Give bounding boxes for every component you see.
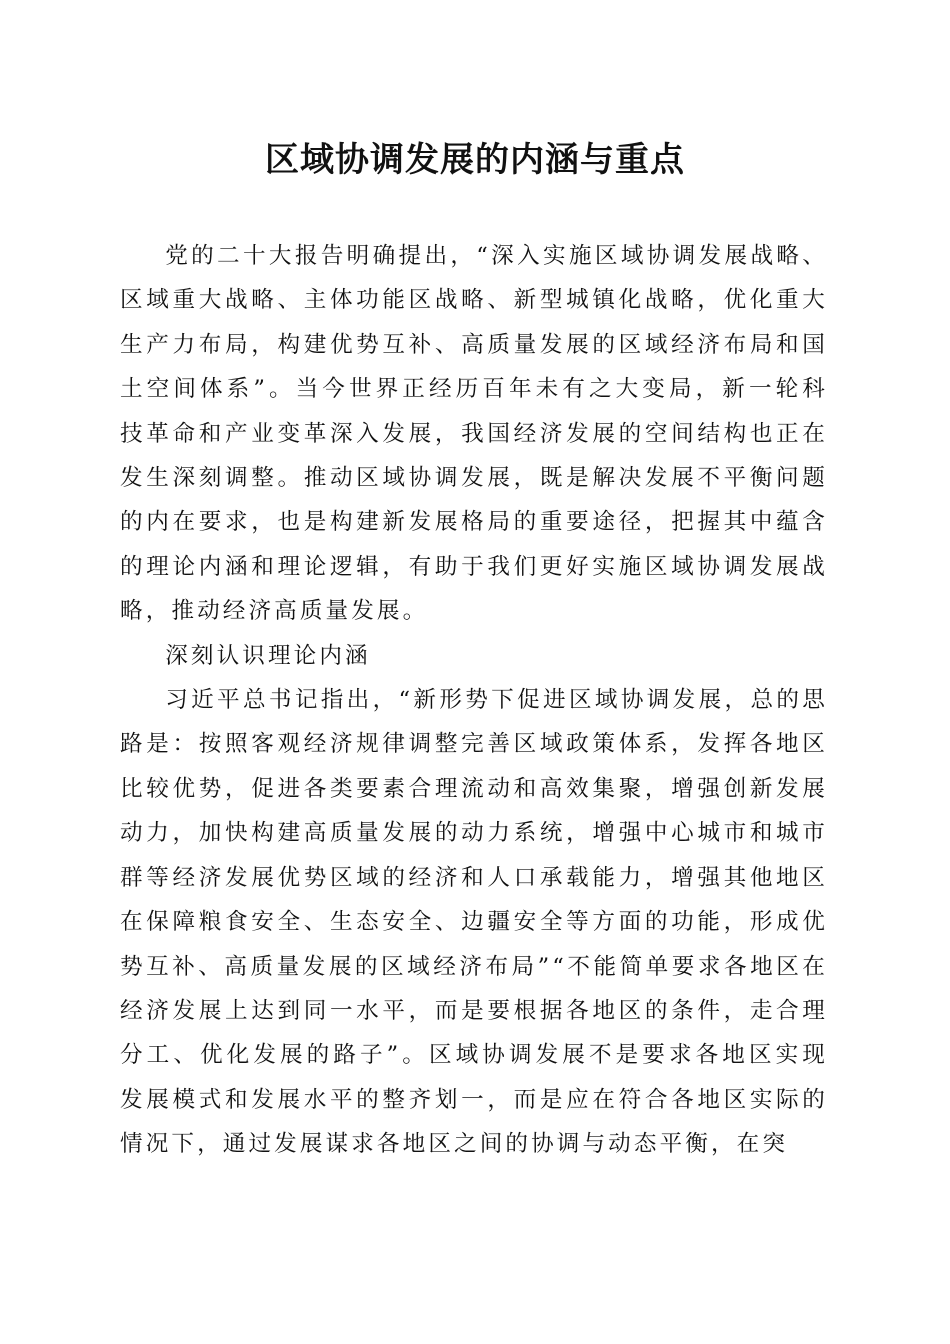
- intro-paragraph: 党的二十大报告明确提出，“深入实施区域协调发展战略、区域重大战略、主体功能区战略、新型城镇化战略，优化重大生产力布局，构建优势互补、高质量发展的区域经济布局和国土空间体系”。当今世界正经历百年未有之大变局，新一轮科技革命和产业变革深入发展，我国经济发展的空间结构也正在发生深刻调整。推动区域协调发展，既是解决发展不平衡问题的内在要求，也是构建新发展格局的重要途径，把握其中蕴含的理论内涵和理论逻辑，有助于我们更好实施区域协调发展战略，推动经济高质量发展。: [120, 243, 828, 625]
- section-heading: 深刻认识理论内涵: [165, 642, 371, 669]
- section-paragraph: 习近平总书记指出，“新形势下促进区域协调发展，总的思路是：按照客观经济规律调整完善区域政策体系，发挥各地区比较优势，促进各类要素合理流动和高效集聚，增强创新发展动力，加快构建高质量发展的动力系统，增强中心城市和城市群等经济发展优势区域的经济和人口承载能力，增强其他地区在保障粮食安全、生态安全、边疆安全等方面的功能，形成优势互补、高质量发展的区域经济布局”“不能简单要求各地区在经济发展上达到同一水平，而是要根据各地区的条件，走合理分工、优化发展的路子”。区域协调发展不是要求各地区实现发展模式和发展水平的整齐划一，而是应在符合各地区实际的情况下，通过发展谋求各地区之间的协调与动态平衡，在突: [120, 687, 828, 1158]
- document-title: 区域协调发展的内涵与重点: [265, 140, 685, 180]
- document-body: [120, 234, 828, 1167]
